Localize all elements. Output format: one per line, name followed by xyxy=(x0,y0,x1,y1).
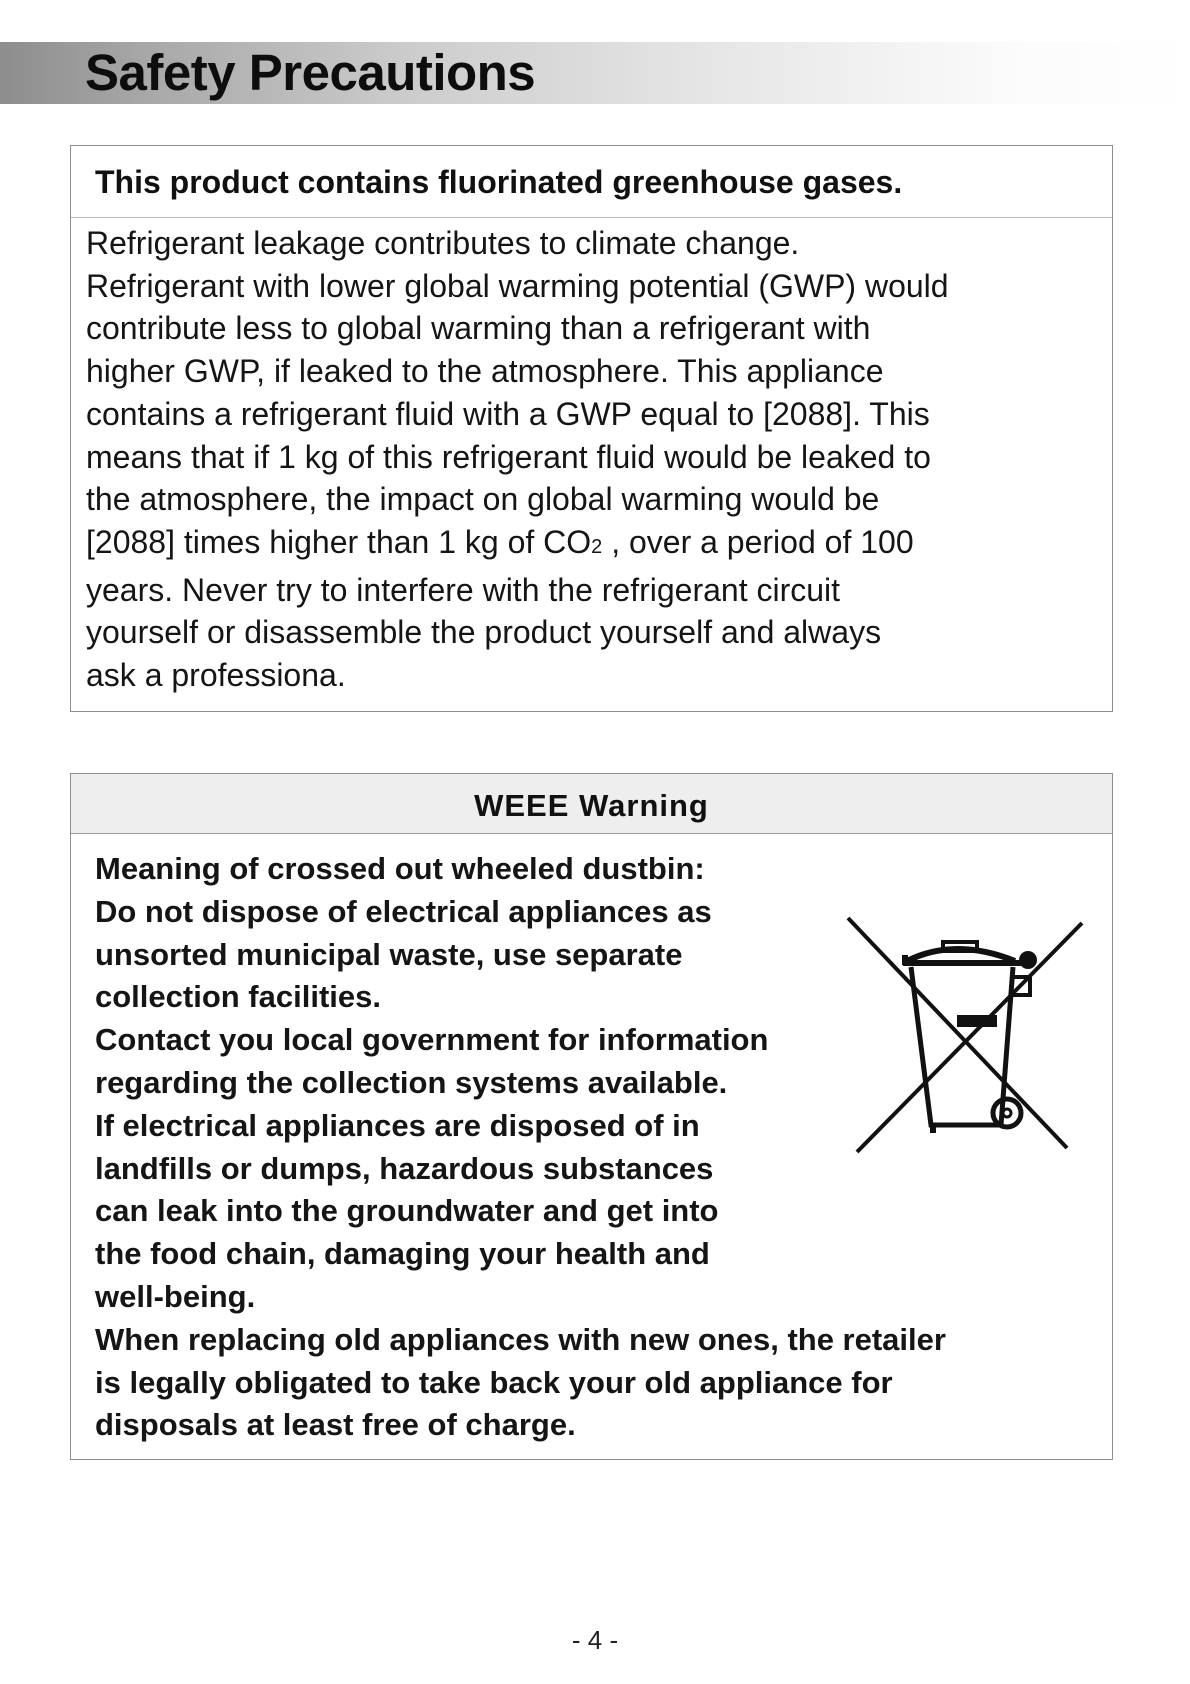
weee-line: Do not dispose of electrical appliances as xyxy=(95,893,712,929)
weee-line: Contact you local government for information xyxy=(95,1022,769,1058)
gas-notice-line: Refrigerant leakage contributes to climate change. xyxy=(86,225,800,261)
gas-notice-line: higher GWP, if leaked to the atmosphere. This appliance xyxy=(86,353,884,390)
gas-notice-line: contains a refrigerant fluid with a GWP equal to [2088]. This xyxy=(86,395,930,432)
weee-line: is legally obligated to take back your old appliance for xyxy=(95,1364,893,1400)
gas-notice-line: yourself or disassemble the product yourself and always xyxy=(86,614,882,651)
gas-notice-body xyxy=(86,222,1102,697)
gas-notice-line: years. Never try to interfere with the refrigerant circuit xyxy=(86,571,841,608)
weee-line: the food chain, damaging your health and xyxy=(95,1236,710,1272)
weee-line: When replacing old appliances with new ones, the retailer xyxy=(95,1321,946,1357)
fluorinated-gas-notice xyxy=(70,145,1113,712)
weee-line: collection facilities. xyxy=(95,979,381,1015)
gas-notice-line: means that if 1 kg of this refrigerant fluid would be leaked to xyxy=(86,438,931,475)
gas-notice-line: ask a professiona. xyxy=(86,657,346,694)
weee-line: landfills or dumps, hazardous substances xyxy=(95,1150,714,1186)
gas-notice-line: Refrigerant with lower global warming potential (GWP) would xyxy=(86,267,949,304)
co2-subscript: 2 xyxy=(591,535,603,558)
co2-line-post: , over a period of 100 xyxy=(602,523,914,560)
weee-line: well-being. xyxy=(95,1278,256,1314)
weee-line: If electrical appliances are disposed of in xyxy=(95,1107,700,1143)
gas-notice-header xyxy=(71,146,1112,218)
gas-notice-line: contribute less to global warming than a refrigerant with xyxy=(86,310,871,347)
crossed-out-wheeled-bin-icon xyxy=(845,915,1085,1160)
page-number: - 4 - xyxy=(571,1625,619,1655)
co2-line-pre: [2088] times higher than 1 kg of CO xyxy=(86,523,592,560)
page-title: Safety Precautions xyxy=(85,44,536,101)
weee-line: unsorted municipal waste, use separate xyxy=(95,936,683,972)
weee-heading: WEEE Warning xyxy=(474,788,709,823)
weee-line: Meaning of crossed out wheeled dustbin: xyxy=(95,851,705,886)
weee-line: disposals at least free of charge. xyxy=(95,1407,576,1443)
gas-notice-line-co2 xyxy=(86,521,1102,569)
weee-line: regarding the collection systems available. xyxy=(95,1064,728,1100)
weee-header xyxy=(71,774,1112,834)
title-bar xyxy=(0,42,1190,104)
gas-notice-line: the atmosphere, the impact on global warming would be xyxy=(86,481,880,518)
weee-line: can leak into the groundwater and get into xyxy=(95,1193,719,1229)
gas-notice-heading: This product contains fluorinated greenhouse gases. xyxy=(95,164,903,200)
